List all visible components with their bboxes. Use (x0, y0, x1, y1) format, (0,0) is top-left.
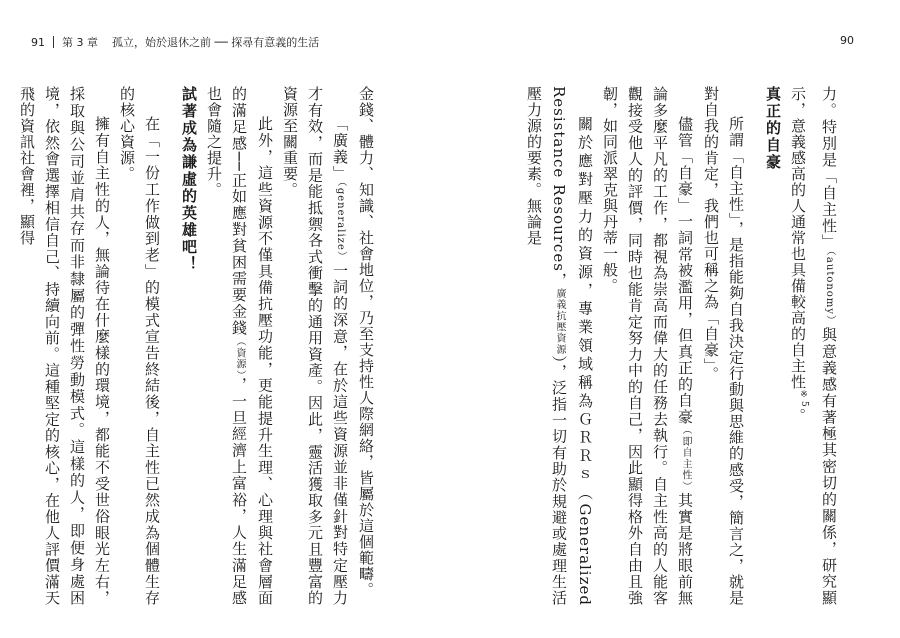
paragraph: 所謂「自主性」，是指能夠自我決定行動與思維的感受，簡言之，就是對自我的肯定，我們也可稱之為「自豪」。 (702, 86, 745, 606)
paragraph: 力。特別是「自主性」（autonomy）與意義感有著極其密切的關係，研究顯示，意義感高的人通常也具備較高的自主性$^{※5}$。 (789, 86, 838, 606)
paragraph: 關於應對壓力的資源，專業領域稱為ＧＲＲｓ（Generalized Resistance Resources，廣義抗壓資源），泛指一切有助於規避或處理生活壓力源的要素。無論是 (525, 86, 594, 606)
right-page-body (518, 86, 842, 606)
footnote-ref: ※5 (799, 390, 809, 408)
paragraph: 在「一份工作做到老」的模式宣告終結後，自主性已然成為個體生存的核心資源。 (118, 86, 161, 606)
section-heading: 真正的自豪 (764, 86, 782, 171)
paragraph: 儘管「自豪」一詞常被濫用，但真正的自豪（即自主性）其實是將眼前無論多麼平凡的工作，都視為崇高而偉大的任務去執行。自主性高的人能客觀接受他人的評價，同時也能肯定努力中的自己，因此顯得格外自由且強韌，如同派翠克與丹蒂一般。 (601, 86, 694, 607)
paragraph: 金錢、體力、知識、社會地位，乃至支持性人際網絡，皆屬於這個範疇。 (357, 86, 375, 598)
header-divider (53, 36, 54, 48)
running-header (31, 34, 319, 50)
term-annotation: （autonomy） (824, 250, 835, 327)
left-page-number: 91 (31, 35, 45, 49)
left-page-body (18, 86, 378, 607)
inline-note: 廣義抗壓資源 (554, 288, 565, 356)
inline-note: （資源） (234, 336, 245, 377)
chapter-title: 孤立，始於退休之前 ── 探尋有意義的生活 (112, 36, 320, 49)
inline-note: （即自主性） (680, 424, 691, 493)
section-heading: 試著成為謙虛的英雄吧！ (180, 86, 198, 273)
paragraph: 「廣義」（generalize）一詞的深意，在於這些資源並非僅針對特定壓力才有效，而是能抵禦各式衝擊的通用資產。因此，靈活獲取多元且豐富的資源至關重要。 (281, 86, 349, 607)
chapter-label: 第 3 章 (62, 36, 98, 49)
term-annotation: （generalize） (335, 181, 346, 263)
right-page-number: 90 (840, 34, 854, 47)
paragraph: 此外，這些資源不僅具備抗壓功能，更能提升生理、心理與社會層面的滿足感──正如應對貧困需要金錢（資源），一旦經濟上富裕，人生滿足感也會隨之提升。 (205, 86, 274, 607)
paragraph: 擁有自主性的人，無論待在什麼樣的環境，都能不受世俗眼光左右，採取與公司並肩共存而非隸屬的彈性勞動模式。這樣的人，即便身處困境，依然會選擇相信自己、持續向前。這種堅定的核心，在他人評價滿天飛的資訊社會裡，顯得 (18, 86, 111, 606)
